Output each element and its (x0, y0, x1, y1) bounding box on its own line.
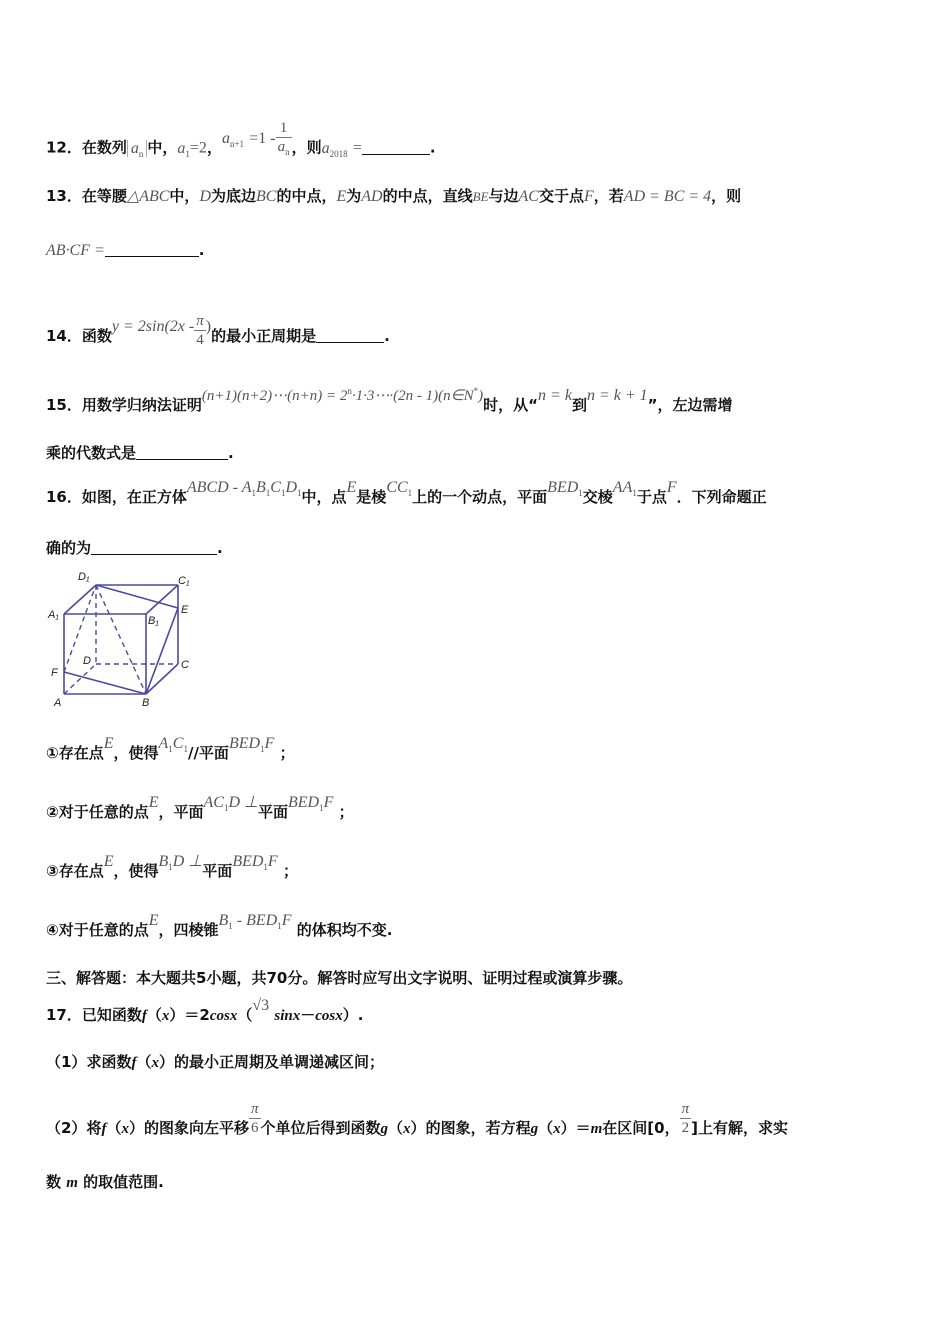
fraction-pi-over-4: $\frac{\pi}{4}$ (196, 313, 204, 348)
question-17-part-2-line2: 数 m 的取值范围. (46, 1173, 164, 1191)
label-F: F (51, 667, 58, 679)
question-13: 13．在等腰△ABC中，D为底边BC的中点，E为AD的中点，直线BE与边AC交于点F，若AD = BC = 4，则 (46, 187, 742, 205)
label-D: D (83, 655, 91, 667)
question-17: 17．已知函数f（x）＝2cosx（√3 sinx－cosx）. (46, 997, 364, 1024)
question-12: 12．在数列 $a_n$ 中，$a_1=2$，$a_{n+1} =1$ - $\frac{1}{a_n}$ ，则$a_{2018}$ = . (46, 127, 436, 169)
label-A: A (54, 697, 62, 709)
label-E: E (181, 604, 189, 616)
question-15: 15．用数学归纳法证明(n+1)(n+2)⋯(n+n) = $2^n\cdot 1\cdot 3\cdots\cdot(2n$ - 1)(n∈N*)时，从“n = k到n = k + 1”，左边需增 (46, 386, 733, 414)
question-16: 16．如图，在正方体ABCD - $A_1B_1C_1D_1$中，点E是棱$CC_1$上的一个动点，平面$BED_1$交棱$AA_1$于点F．下列命题正 (46, 479, 767, 506)
sequence-a-n: $a_n$ (127, 140, 148, 157)
question-17-part-1: （1）求函数f（x）的最小正周期及单调递减区间； (46, 1053, 384, 1071)
label-A1: A₁ (48, 609, 59, 621)
label-D1: D₁ (78, 571, 90, 583)
answer-blank-14[interactable] (316, 328, 384, 343)
answer-blank-12[interactable] (362, 140, 430, 155)
option-2: ②对于任意的点E，平面$AC_1D$ ⊥平面$BED_1F$ ； (46, 794, 354, 821)
question-14: 14．函数y = 2sin(2x - $\frac{\pi}{4}$ )的最小正周期是 . (46, 313, 390, 348)
label-B: B (142, 697, 150, 709)
question-13-line2: AB·CF = . (46, 241, 205, 259)
cube-figure (44, 568, 204, 710)
label-C: C (181, 659, 189, 671)
label-B1: B₁ (148, 615, 159, 627)
question-16-line2: 确的为 . (46, 539, 223, 557)
option-4: ④对于任意的点E，四棱锥$B_1 - BED_1F$ 的体积均不变. (46, 912, 393, 939)
answer-blank-16[interactable] (91, 540, 217, 555)
option-3: ③存在点E，使得$B_1D$ ⊥平面$BED_1F$ ； (46, 853, 298, 880)
answer-blank-15[interactable] (136, 445, 228, 460)
fraction-pi-over-2: $\frac{\pi}{2}$ (681, 1101, 690, 1136)
answer-blank-13[interactable] (105, 242, 199, 257)
question-15-line2: 乘的代数式是 . (46, 444, 234, 462)
label-C1: C₁ (178, 575, 190, 587)
fraction-1-over-an: $\frac{1}{a_n}$ (277, 120, 290, 157)
question-17-part-2: （2）将f（x）的图象向左平移 $\frac{\pi}{6}$ 个单位后得到函数g（x）的图象，若方程g（x）＝m在区间[0， $\frac{\pi}{2}$ ]上有解，求实 (46, 1101, 788, 1137)
section-3-heading: 三、解答题：本大题共5小题，共70分。解答时应写出文字说明、证明过程或演算步骤。 (46, 969, 633, 987)
fraction-pi-over-6: $\frac{\pi}{6}$ (251, 1101, 259, 1136)
option-1: ①存在点E，使得$A_1C_1//$平面$BED_1F$ ； (46, 735, 295, 762)
